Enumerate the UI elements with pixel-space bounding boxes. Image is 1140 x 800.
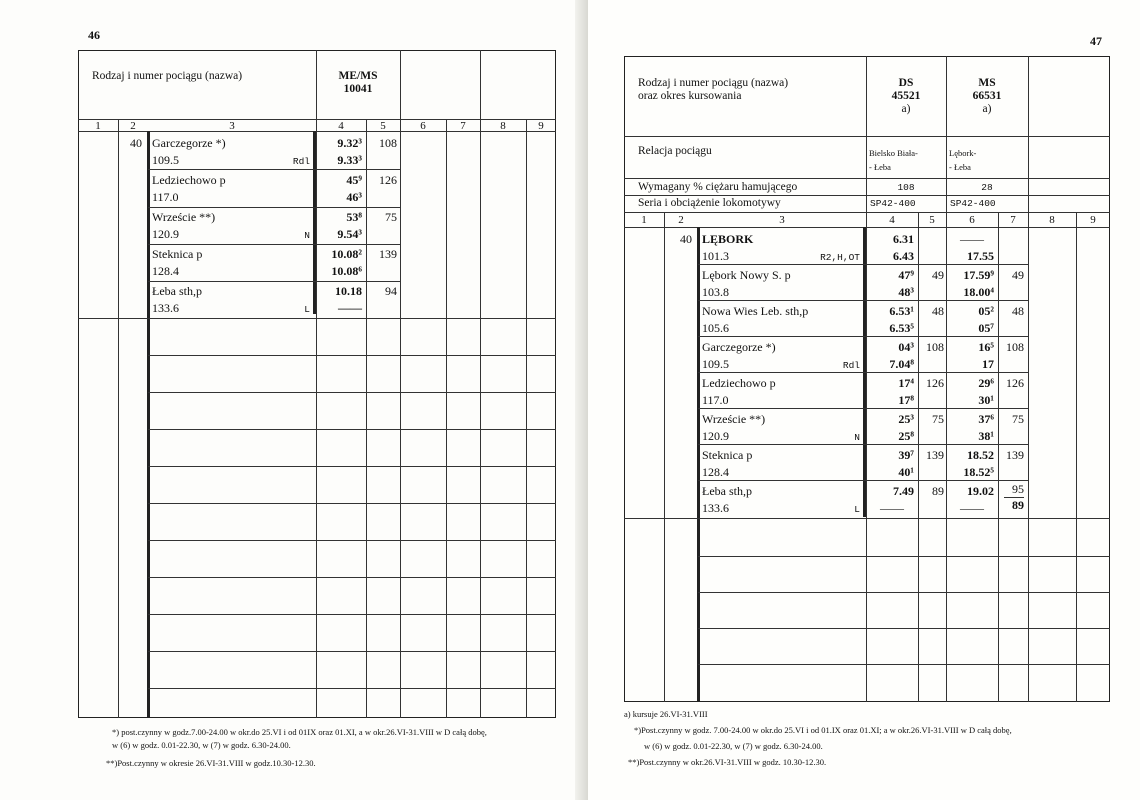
station-name: LĘBORK bbox=[702, 232, 754, 246]
column-number: 7 bbox=[460, 120, 466, 132]
line-number: 40 bbox=[130, 136, 142, 150]
train1-arrival: 7.49 bbox=[893, 484, 914, 498]
loco-train2: SP42-400 bbox=[950, 198, 996, 209]
loco-train1: SP42-400 bbox=[870, 198, 916, 209]
column-number: 9 bbox=[538, 120, 544, 132]
page-number: 47 bbox=[1090, 34, 1102, 48]
relation-train1-to: - Łeba bbox=[869, 162, 891, 172]
train1-arrival: 04³ bbox=[898, 340, 914, 354]
train1-departure: 6.43 bbox=[893, 249, 914, 263]
column-number: 2 bbox=[130, 120, 136, 132]
train2-departure: 17 bbox=[982, 357, 994, 371]
train1-distance: 139 bbox=[926, 448, 944, 462]
station-name: Steknica p bbox=[152, 247, 203, 261]
footnote: a) kursuje 26.VI-31.VIII bbox=[624, 709, 708, 719]
column-number: 1 bbox=[641, 214, 647, 226]
station-name: Łeba sth,p bbox=[702, 484, 752, 498]
train2-arrival: 16⁵ bbox=[978, 340, 994, 354]
train2-distance: 139 bbox=[1006, 448, 1024, 462]
arrival-time: 53⁸ bbox=[346, 210, 362, 224]
header-label-period: oraz okres kursowania bbox=[638, 90, 742, 102]
station-km: 117.0 bbox=[702, 393, 729, 407]
braking-train2: 28 bbox=[981, 182, 993, 193]
loco-label: Seria i obciążenie lokomotywy bbox=[638, 197, 781, 209]
train1-type: DS bbox=[898, 77, 914, 89]
station-km: 109.5 bbox=[152, 153, 179, 167]
station-code: N bbox=[304, 230, 310, 241]
column-number: 6 bbox=[420, 120, 426, 132]
train2-note: a) bbox=[982, 103, 992, 115]
distance-value: 94 bbox=[385, 284, 397, 298]
distance-value: 126 bbox=[379, 173, 397, 187]
relation-train2-from: Lębork- bbox=[949, 148, 977, 158]
train2-departure: 17.55 bbox=[967, 249, 994, 263]
train2-departure: 05⁷ bbox=[978, 321, 994, 335]
column-number: 1 bbox=[95, 120, 101, 132]
station-code: L bbox=[854, 504, 860, 515]
column-number: 6 bbox=[969, 214, 975, 226]
station-name: Garczegorze *) bbox=[702, 340, 776, 354]
column-number: 5 bbox=[380, 120, 386, 132]
train1-note: a) bbox=[901, 103, 911, 115]
column-number: 2 bbox=[678, 214, 684, 226]
station-name: Ledziechowo p bbox=[702, 376, 776, 390]
column-number: 4 bbox=[338, 120, 344, 132]
train2-distance: 108 bbox=[1006, 340, 1024, 354]
train2-arrival: 37⁶ bbox=[978, 412, 994, 426]
train2-departure: 30¹ bbox=[978, 393, 994, 407]
departure-time: 9.33³ bbox=[337, 153, 362, 167]
distance-value: 75 bbox=[385, 210, 397, 224]
station-km: 117.0 bbox=[152, 190, 179, 204]
train1-arrival: 47⁹ bbox=[898, 268, 914, 282]
station-name: Łeba sth,p bbox=[152, 284, 202, 298]
station-name: Wrzeście **) bbox=[702, 412, 766, 426]
relation-train2-to: - Łeba bbox=[949, 162, 971, 172]
train1-departure: 17⁸ bbox=[898, 393, 914, 407]
station-name: Nowa Wies Leb. sth,p bbox=[702, 304, 809, 318]
train1-departure: 6.53⁵ bbox=[889, 321, 914, 335]
station-km: 120.9 bbox=[702, 429, 729, 443]
station-code: R2,H,OT bbox=[820, 252, 860, 263]
train1-arrival: 39⁷ bbox=[898, 448, 914, 462]
train1-arrival: 6.31 bbox=[893, 232, 914, 246]
departure-time: —— bbox=[338, 301, 362, 315]
column-number: 9 bbox=[1090, 214, 1096, 226]
station-km: 105.6 bbox=[702, 321, 729, 335]
braking-label: Wymagany % ciężaru hamującego bbox=[638, 181, 798, 193]
train1-distance: 49 bbox=[932, 268, 944, 282]
relation-train1-from: Bielsko Biała- bbox=[869, 148, 918, 158]
station-code: N bbox=[854, 432, 860, 443]
distance-value: 139 bbox=[379, 247, 397, 261]
station-code: L bbox=[304, 304, 310, 315]
departure-time: 10.08⁶ bbox=[331, 264, 362, 278]
train1-departure: 7.04⁸ bbox=[889, 357, 914, 371]
train1-distance: 89 bbox=[932, 484, 944, 498]
station-km: 120.9 bbox=[152, 227, 179, 241]
footnote: w (6) w godz. 0.01-22.30, w (7) w godz. 6.30-24.00. bbox=[644, 741, 823, 751]
right-page bbox=[588, 0, 1140, 800]
station-code: Rdl bbox=[292, 156, 310, 167]
arrival-time: 10.08² bbox=[331, 247, 362, 261]
train2-departure: 38¹ bbox=[978, 429, 994, 443]
arrival-time: 9.32³ bbox=[337, 136, 362, 150]
train2-departure: —— bbox=[960, 501, 984, 515]
train-number: 10041 bbox=[343, 83, 373, 95]
footnote: **)Post.czynny w okresie 26.VI-31.VIII w godz.10.30-12.30. bbox=[106, 758, 316, 768]
station-km: 101.3 bbox=[702, 249, 729, 263]
train2-distance: 95 bbox=[1012, 482, 1024, 496]
column-number: 4 bbox=[889, 214, 895, 226]
train2-departure: 18.00⁴ bbox=[963, 285, 994, 299]
station-km: 103.8 bbox=[702, 285, 729, 299]
train1-departure: 25⁸ bbox=[898, 429, 914, 443]
train1-arrival: 17⁴ bbox=[898, 376, 914, 390]
station-km: 133.6 bbox=[702, 501, 729, 515]
train2-distance: 75 bbox=[1012, 412, 1024, 426]
braking-train1: 108 bbox=[897, 182, 915, 193]
train2-arrival: 17.59⁹ bbox=[963, 268, 994, 282]
footnote: w (6) w godz. 0.01-22.30, w (7) w godz. 6.30-24.00. bbox=[112, 740, 291, 750]
station-km: 128.4 bbox=[702, 465, 729, 479]
header-label: Rodzaj i numer pociągu (nazwa) bbox=[638, 77, 789, 89]
line-number: 40 bbox=[680, 232, 692, 246]
train-type: ME/MS bbox=[338, 70, 378, 82]
station-name: Ledziechowo p bbox=[152, 173, 226, 187]
train1-distance: 126 bbox=[926, 376, 944, 390]
train2-distance: 48 bbox=[1012, 304, 1024, 318]
train2-arrival: 05² bbox=[978, 304, 994, 318]
train2-type: MS bbox=[978, 77, 996, 89]
train2-distance-alt: 89 bbox=[1012, 498, 1024, 512]
train2-distance: 49 bbox=[1012, 268, 1024, 282]
column-number: 3 bbox=[229, 120, 235, 132]
departure-time: 9.54³ bbox=[337, 227, 362, 241]
column-number: 7 bbox=[1010, 214, 1016, 226]
train1-number: 45521 bbox=[891, 90, 921, 102]
train1-departure: 40¹ bbox=[898, 465, 914, 479]
column-number: 5 bbox=[929, 214, 935, 226]
train2-departure: 18.52⁵ bbox=[963, 465, 994, 479]
train1-departure: —— bbox=[880, 501, 904, 515]
footnote: *) post.czynny w godz.7.00-24.00 w okr.do 25.VI i od 01IX oraz 01.XI, a w okr.26.VI-31.VIII w D całą dobę, bbox=[112, 727, 487, 737]
train2-arrival: 19.02 bbox=[967, 484, 994, 498]
train1-arrival: 6.53¹ bbox=[889, 304, 914, 318]
page-number: 46 bbox=[88, 28, 100, 42]
station-km: 109.5 bbox=[702, 357, 729, 371]
train1-arrival: 25³ bbox=[898, 412, 914, 426]
column-number: 8 bbox=[500, 120, 506, 132]
arrival-time: 10.18 bbox=[335, 284, 362, 298]
distance-value: 108 bbox=[379, 136, 397, 150]
station-code: Rdl bbox=[842, 360, 860, 371]
train2-distance: 126 bbox=[1006, 376, 1024, 390]
train1-distance: 108 bbox=[926, 340, 944, 354]
train2-arrival: 29⁶ bbox=[978, 376, 994, 390]
arrival-time: 45⁹ bbox=[346, 173, 362, 187]
footnote: **)Post.czynny w okr.26.VI-31.VIII w godz. 10.30-12.30. bbox=[628, 757, 827, 767]
header-label: Rodzaj i numer pociągu (nazwa) bbox=[92, 70, 243, 82]
relation-label: Relacja pociągu bbox=[638, 145, 712, 157]
station-name: Garczegorze *) bbox=[152, 136, 226, 150]
station-km: 128.4 bbox=[152, 264, 179, 278]
train2-number: 66531 bbox=[972, 90, 1002, 102]
column-number: 3 bbox=[779, 214, 785, 226]
departure-time: 46³ bbox=[346, 190, 362, 204]
train1-distance: 75 bbox=[932, 412, 944, 426]
station-name: Wrzeście **) bbox=[152, 210, 216, 224]
station-name: Lębork Nowy S. p bbox=[702, 268, 791, 282]
train1-departure: 48³ bbox=[898, 285, 914, 299]
train1-distance: 48 bbox=[932, 304, 944, 318]
station-km: 133.6 bbox=[152, 301, 179, 315]
train2-arrival: —— bbox=[960, 232, 984, 246]
train2-arrival: 18.52 bbox=[967, 448, 994, 462]
column-number: 8 bbox=[1049, 214, 1055, 226]
footnote: *)Post.czynny w godz. 7.00-24.00 w okr.do 25.VI i od 01.IX oraz 01.XI; a w okr.26.VI-31.VIII w D całą dobę, bbox=[634, 725, 1012, 735]
station-name: Steknica p bbox=[702, 448, 753, 462]
